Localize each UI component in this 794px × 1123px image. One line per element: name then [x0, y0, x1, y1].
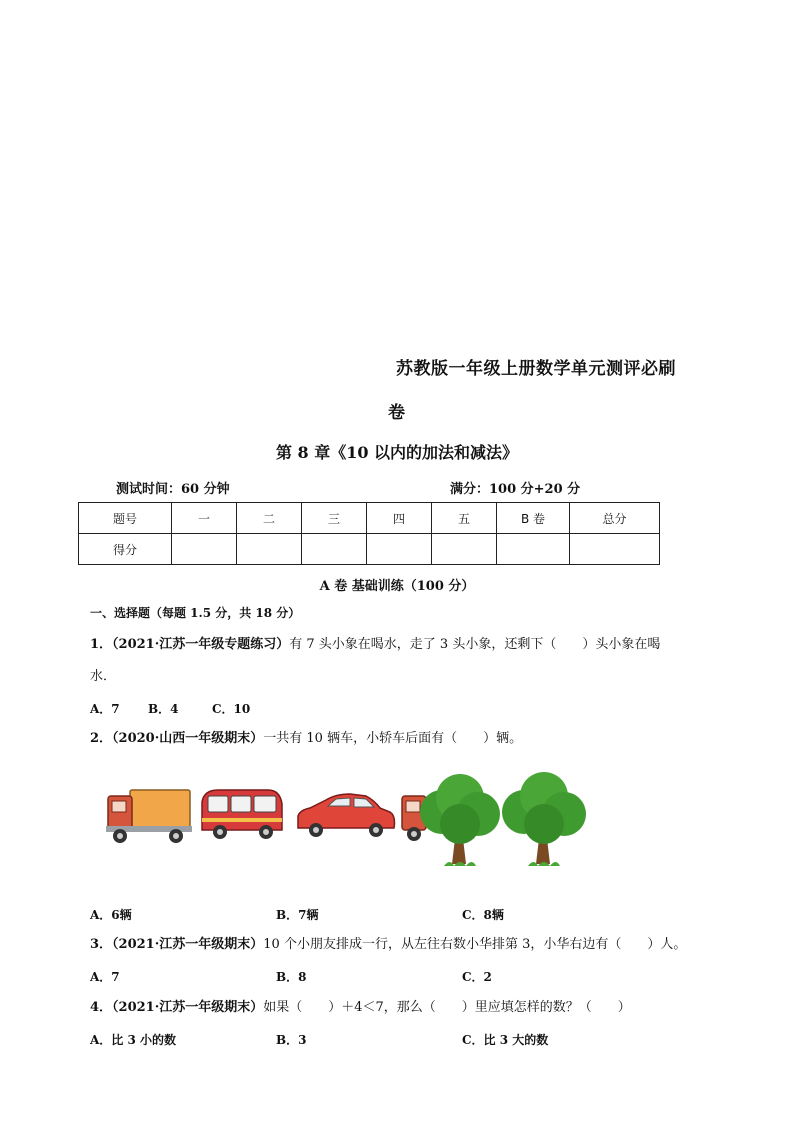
- score-cell: 五: [432, 503, 497, 534]
- question-2: [90, 730, 710, 748]
- question-source: （2021·江苏一年级期末）: [112, 937, 264, 952]
- question-text: 有 7 头小象在喝水，走了 3 头小象，还剩下（ ）头小象在喝: [289, 637, 661, 652]
- score-input-cell[interactable]: [367, 534, 432, 565]
- tree-icon: [420, 774, 500, 866]
- question-number: 2．: [90, 731, 113, 746]
- score-table-score-row: [79, 534, 660, 565]
- chapter-title: 第 8 章《10 以内的加法和减法》: [275, 443, 519, 462]
- option-a[interactable]: A．7: [90, 702, 120, 716]
- option-a[interactable]: A．比 3 小的数: [90, 1033, 177, 1047]
- question-number: 4．: [90, 1000, 113, 1015]
- question-1-cont: 水．: [90, 669, 117, 684]
- score-input-cell[interactable]: [302, 534, 367, 565]
- section-subtitle: 一、选择题（每题 1.5 分，共 18 分）: [90, 606, 301, 620]
- test-time: 测试时间：60 分钟: [116, 482, 230, 497]
- score-cell: 三: [302, 503, 367, 534]
- question-number: 1．: [90, 637, 113, 652]
- score-cell: 四: [367, 503, 432, 534]
- option-b[interactable]: B．7辆: [276, 908, 319, 922]
- vehicles-scene: [104, 772, 594, 872]
- score-table: [78, 502, 660, 565]
- question-text: 一共有 10 辆车，小轿车后面有（ ）辆。: [263, 731, 523, 746]
- option-b[interactable]: B．8: [276, 970, 307, 984]
- option-c[interactable]: C．2: [462, 970, 492, 984]
- score-cell: 总分: [570, 503, 660, 534]
- score-input-cell[interactable]: [432, 534, 497, 565]
- option-c[interactable]: C．比 3 大的数: [462, 1033, 549, 1047]
- option-c[interactable]: C．8辆: [462, 908, 504, 922]
- full-score: 满分：100 分+20 分: [450, 482, 581, 497]
- question-source: （2021·江苏一年级期末）: [112, 1000, 264, 1015]
- title-line-1: 苏教版一年级上册数学单元测评必刷: [396, 359, 676, 379]
- question-text: 如果（ ）＋4＜7，那么（ ）里应填怎样的数？（ ）: [263, 1000, 631, 1015]
- car-icon: [298, 794, 395, 837]
- option-a[interactable]: A．7: [90, 970, 120, 984]
- question-number: 3．: [90, 937, 113, 952]
- score-cell: B 卷: [497, 503, 570, 534]
- score-table-header-row: [79, 503, 660, 534]
- score-cell: 题号: [79, 503, 172, 534]
- tree-icon: [502, 772, 586, 866]
- question-4: [90, 999, 710, 1017]
- question-1: [90, 636, 710, 654]
- option-c[interactable]: C．10: [212, 702, 251, 716]
- option-a[interactable]: A．6辆: [90, 908, 132, 922]
- score-input-cell[interactable]: [172, 534, 237, 565]
- truck-icon: [106, 790, 192, 843]
- option-b[interactable]: B．4: [148, 702, 179, 716]
- score-input-cell[interactable]: [237, 534, 302, 565]
- option-b[interactable]: B．3: [276, 1033, 307, 1047]
- bus-icon: [202, 790, 282, 839]
- score-cell: 一: [172, 503, 237, 534]
- score-row-label: 得分: [79, 534, 172, 565]
- section-title: A 卷 基础训练（100 分）: [319, 579, 475, 594]
- score-input-cell[interactable]: [570, 534, 660, 565]
- score-input-cell[interactable]: [497, 534, 570, 565]
- title-line-2: 卷: [388, 403, 405, 423]
- question-source: （2021·江苏一年级专题练习）: [112, 637, 290, 652]
- question-3: [90, 936, 710, 954]
- question-source: （2020·山西一年级期末）: [112, 731, 264, 746]
- question-text: 10 个小朋友排成一行，从左往右数小华排第 3，小华右边有（ ）人。: [263, 937, 687, 952]
- score-cell: 二: [237, 503, 302, 534]
